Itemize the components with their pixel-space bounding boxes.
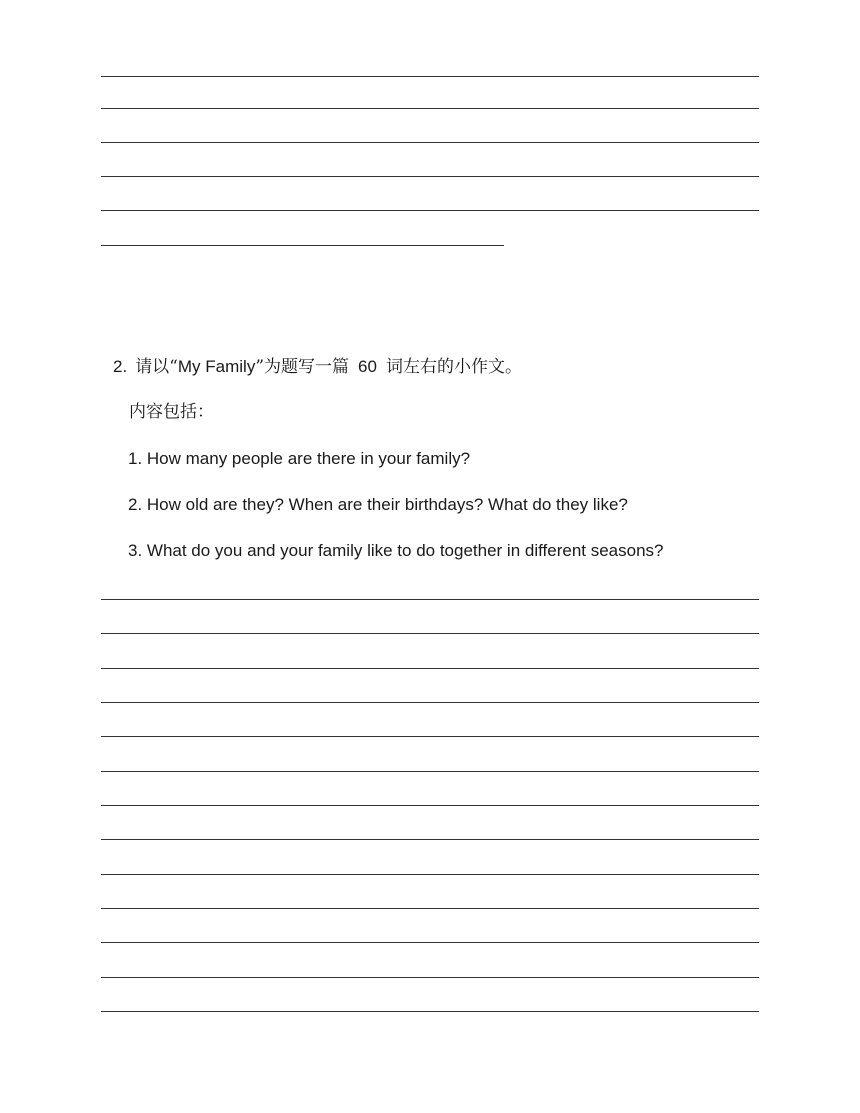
prompt-prefix: 请以“ [135,357,178,377]
content-point-2: 2. How old are they? When are their birthdays? What do they like? [128,495,628,514]
content-label: 内容包括： [129,402,214,422]
writing-line[interactable] [101,633,759,634]
writing-line-short[interactable] [101,245,504,246]
writing-line[interactable] [101,942,759,943]
writing-line[interactable] [101,874,759,875]
prompt-mid: ”为题写一篇 [255,357,350,377]
writing-line[interactable] [101,771,759,772]
content-point-1: 1. How many people are there in your family? [128,449,471,468]
word-count: 60 [358,357,377,376]
writing-line[interactable] [101,805,759,806]
writing-line[interactable] [101,908,759,909]
writing-line[interactable] [101,702,759,703]
question-heading [113,356,522,378]
writing-line[interactable] [101,668,759,669]
content-point-3: 3. What do you and your family like to do together in different seasons? [128,541,664,560]
writing-line[interactable] [101,839,759,840]
prompt-title: My Family [177,357,256,376]
prompt-suffix: 词左右的小作文。 [385,357,522,377]
writing-line[interactable] [101,1011,759,1012]
writing-line[interactable] [101,176,759,177]
writing-line[interactable] [101,736,759,737]
question-number: 2. [113,357,128,376]
writing-line[interactable] [101,76,759,77]
writing-line[interactable] [101,210,759,211]
writing-line[interactable] [101,977,759,978]
writing-line[interactable] [101,142,759,143]
writing-line[interactable] [101,599,759,600]
writing-line[interactable] [101,108,759,109]
